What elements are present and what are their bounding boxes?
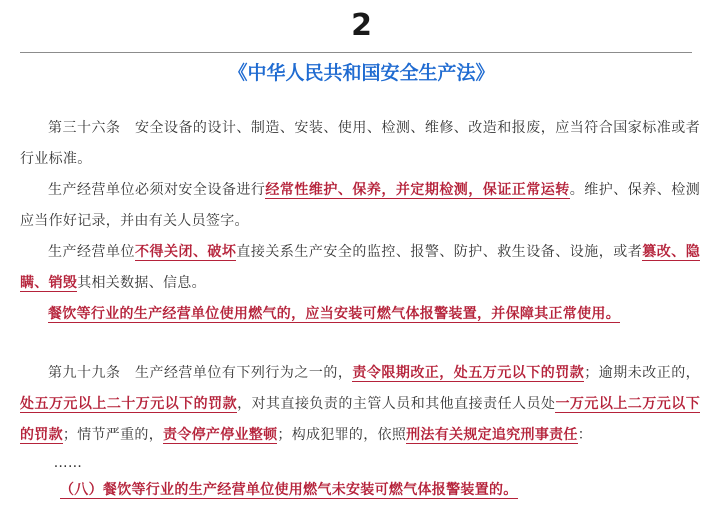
page-number: 2 bbox=[351, 8, 372, 43]
highlight-maintenance: 经常性维护、保养，并定期检测，保证正常运转 bbox=[265, 182, 570, 198]
body-text: 直接关系生产安全的监控、报警、防护、救生设备、设施，或者 bbox=[236, 244, 643, 260]
highlight-gas-alarm-requirement: 餐饮等行业的生产经营单位使用燃气的，应当安装可燃气体报警装置，并保障其正常使用 bbox=[48, 306, 606, 322]
article-36-text: 第三十六条 安全设备的设计、制造、安装、使用、检测、维修、改造和报废，应当符合国家标准或者行业标准。 bbox=[20, 120, 700, 167]
highlight-suspension: 责令停产停业整顿 bbox=[163, 427, 278, 443]
title-divider bbox=[20, 52, 692, 53]
body-text: 其相关数据、信息。 bbox=[77, 275, 206, 291]
article-99-paragraph bbox=[20, 358, 700, 451]
body-text: ；情节严重的， bbox=[62, 427, 164, 443]
highlight-no-disable: 不得关闭、破坏 bbox=[134, 244, 237, 260]
section-gap bbox=[20, 330, 700, 358]
body-text: 第九十九条 生产经营单位有下列行为之一的， bbox=[48, 365, 353, 381]
article-99-item-8 bbox=[20, 475, 700, 506]
body-text: ；逾期未改正的， bbox=[584, 365, 700, 381]
body-text: ： bbox=[577, 427, 593, 443]
highlight-item-8: （八）餐饮等行业的生产经营单位使用燃气未安装可燃气体报警装置的。 bbox=[60, 482, 518, 498]
body-text: 生产经营单位必须对安全设备进行 bbox=[48, 182, 266, 198]
highlight-penalty-1: 责令限期改正，处五万元以下的罚款 bbox=[352, 365, 585, 381]
highlight-criminal-liability: 刑法有关规定追究刑事责任 bbox=[406, 427, 578, 443]
highlight-penalty-3: 一万元以上二万元以下的罚款 bbox=[20, 396, 700, 443]
document-body bbox=[20, 113, 700, 506]
article-36-paragraph-3 bbox=[20, 237, 700, 299]
highlight-no-tamper: 篡改、隐瞒、销毁 bbox=[20, 244, 700, 291]
highlight-period: 。 bbox=[605, 306, 621, 322]
article-36-paragraph-1 bbox=[20, 113, 700, 175]
highlight-penalty-2: 处五万元以上二十万元以下的罚款 bbox=[20, 396, 238, 412]
article-36-paragraph-4 bbox=[20, 299, 700, 330]
law-title: 《中华人民共和国安全生产法》 bbox=[228, 62, 495, 84]
ellipsis: …… bbox=[53, 455, 83, 471]
body-text: ，对其直接负责的主管人员和其他直接责任人员处 bbox=[237, 396, 556, 412]
body-text: 生产经营单位 bbox=[48, 244, 135, 260]
article-36-paragraph-2 bbox=[20, 175, 700, 237]
body-text: ；构成犯罪的，依照 bbox=[277, 427, 407, 443]
body-text: 。维护、保养、检测应当作好记录，并由有关人员签字。 bbox=[20, 182, 701, 229]
